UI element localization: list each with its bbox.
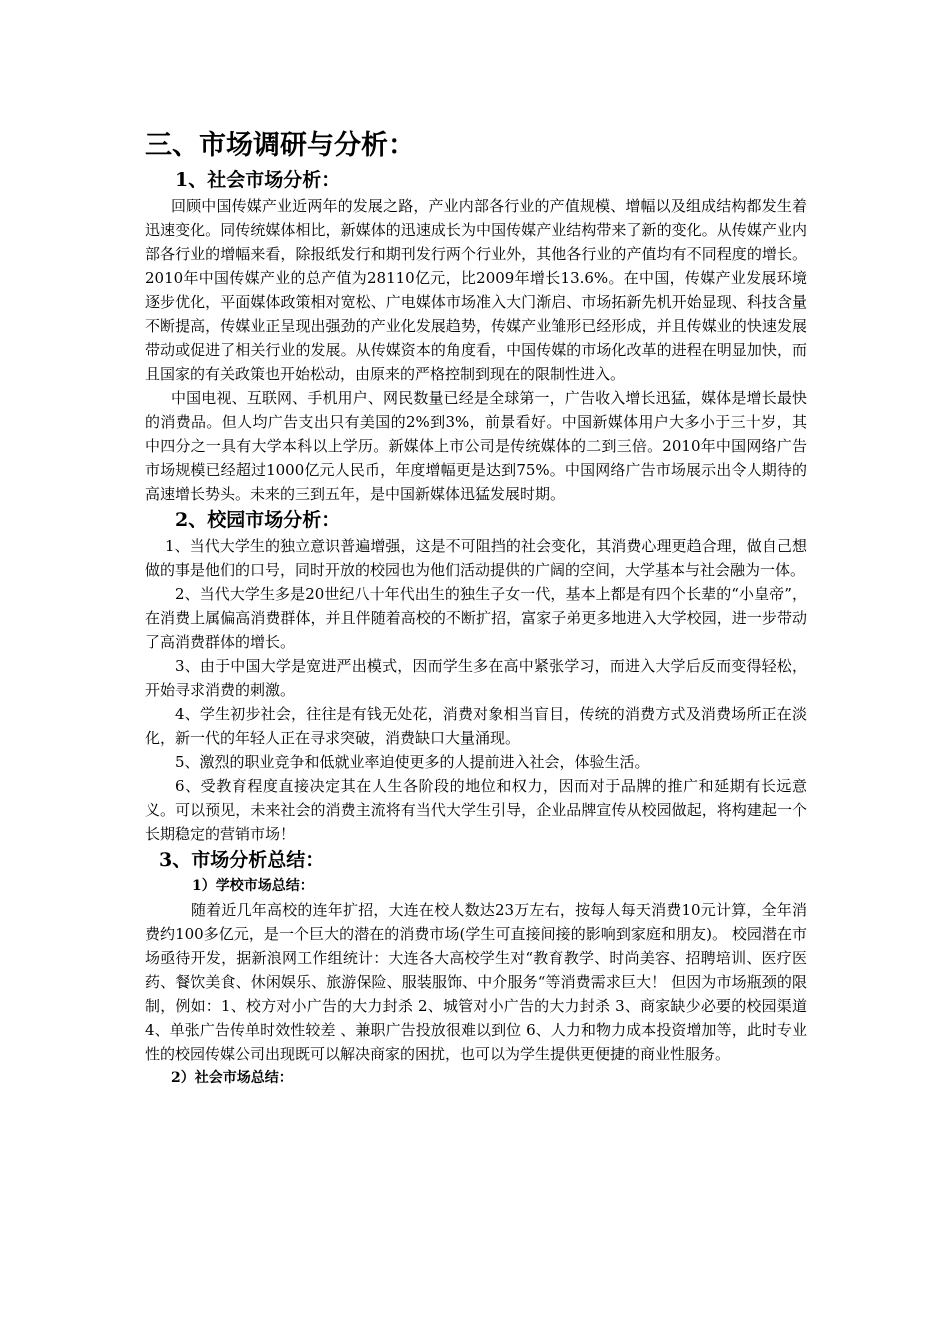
campus-item-4: 4、学生初步社会，往往是有钱无处花，消费对象相当盲目，传统的消费方式及消费场所正在淡化，新一代的年轻人正在寻求突破，消费缺口大量涌现。	[145, 705, 807, 747]
section-title: 三、市场调研与分析：	[145, 130, 415, 161]
summary-heading: 3、市场分析总结：	[159, 849, 325, 871]
campus-market-heading: 2、校园市场分析：	[175, 509, 341, 531]
campus-item-1: 1、当代大学生的独立意识普遍增强，这是不可阻挡的社会变化，其消费心理更趋合理，做自己想做的事是他们的口号，同时开放的校园也为他们活动提供的广阔的空间，大学基本与社会融为一体。	[145, 537, 807, 579]
campus-item-3: 3、由于中国大学是宽进严出模式，因而学生多在高中紧张学习，而进入大学后反而变得轻松，开始寻求消费的刺激。	[145, 657, 807, 699]
social-paragraph-1: 回顾中国传媒产业近两年的发展之路，产业内部各行业的产值规模、增幅以及组成结构都发生着迅速变化。同传统媒体相比，新媒体的迅速成长为中国传媒产业结构带来了新的变化。从传媒产业内部各行业的增幅来看，除报纸发行和期刊发行两个行业外，其他各行业的产值均有不同程度的增长。2010年中国传媒产业的总产值为28110亿元，比2009年增长13.6%。在中国，传媒产业发展环境逐步优化，平面媒体政策相对宽松、广电媒体市场准入大门渐启、市场拓新先机开始显现、科技含量不断提高，传媒业正呈现出强劲的产业化发展趋势，传媒产业雏形已经形成，并且传媒业的快速发展带动或促进了相关行业的发展。从传媒资本的角度看，中国传媒的市场化改革的进程在明显加快，而且国家的有关政策也开始松动，由原来的严格控制到现在的限制性进入。	[145, 197, 807, 383]
society-summary-heading: 2）社会市场总结：	[171, 1070, 293, 1086]
campus-item-2: 2、当代大学生多是20世纪八十年代出生的独生子女一代，基本上都是有四个长辈的“小皇帝”，在消费上属偏高消费群体，并且伴随着高校的不断扩招，富家子弟更多地进入大学校园，进一步带动了高消费群体的增长。	[145, 585, 807, 651]
campus-item-6: 6、受教育程度直接决定其在人生各阶段的地位和权力，因而对于品牌的推广和延期有长远意义。可以预见，未来社会的消费主流将有当代大学生引导，企业品牌宣传从校园做起，将构建起一个长期稳定的营销市场！	[145, 777, 807, 843]
school-summary-heading: 1）学校市场总结：	[192, 878, 314, 894]
social-market-heading: 1、社会市场分析：	[175, 169, 341, 191]
campus-item-5: 5、激烈的职业竞争和低就业率迫使更多的人提前进入社会，体验生活。	[175, 753, 650, 771]
social-paragraph-2: 中国电视、互联网、手机用户、网民数量已经是全球第一，广告收入增长迅猛，媒体是增长最快的消费品。但人均广告支出只有美国的2%到3%，前景看好。中国新媒体用户大多小于三十岁，其中四分之一具有大学本科以上学历。新媒体上市公司是传统媒体的二到三倍。2010年中国网络广告市场规模已经超过1000亿元人民币，年度增幅更是达到75%。中国网络广告市场展示出令人期待的高速增长势头。未来的三到五年，是中国新媒体迅猛发展时期。	[145, 389, 807, 503]
school-summary-text: 随着近几年高校的连年扩招，大连在校人数达23万左右，按每人每天消费10元计算，全年消费约100多亿元，是一个巨大的潜在的消费市场(学生可直接间接的影响到家庭和朋友)。 校园潜在市场亟待开发，据新浪网工作组统计：大连各大高校学生对“教育教学、时尚美容、招聘培训、医疗医药、餐饮美食、休闲娱乐、旅游保险、服装服饰、中介服务“等消费需求巨大！ 但因为市场瓶颈的限制，例如：1、校方对小广告的大力封杀 2、城管对小广告的大力封杀 3、商家缺少必要的校园渠道 4、单张广告传单时效性较差 、兼职广告投放很难以到位 6、人力和物力成本投资增加等，此时专业性的校园传媒公司出现既可以解决商家的困扰，也可以为学生提供更便捷的商业性服务。	[145, 901, 807, 1063]
document-page	[145, 128, 807, 1090]
